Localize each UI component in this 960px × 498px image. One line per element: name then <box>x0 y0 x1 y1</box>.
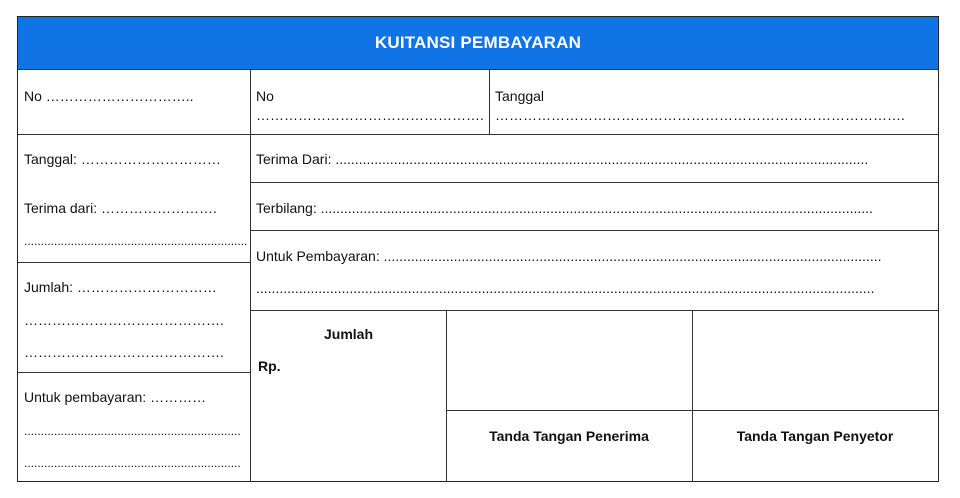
stub-untuk-pembayaran-line[interactable]: ................................................................. <box>24 456 241 470</box>
main-tanggal-label: Tanggal <box>495 88 545 104</box>
stub-tanggal-field[interactable]: Tanggal: ………………………… <box>24 151 221 167</box>
receipt-form <box>17 16 939 482</box>
divider <box>250 182 938 183</box>
receipt-title: KUITANSI PEMBAYARAN <box>18 17 938 69</box>
main-no-field[interactable]: …………………………………………. <box>256 107 484 123</box>
main-untuk-pembayaran-line[interactable]: ............................................................................................................................................................... <box>256 280 875 296</box>
ttd-penerima-label: Tanda Tangan Penerima <box>489 428 649 444</box>
divider <box>18 262 250 263</box>
stub-no-field[interactable]: No ………………………….. <box>24 88 194 104</box>
stub-untuk-pembayaran-line[interactable]: ................................................................. <box>24 424 241 438</box>
stub-jumlah-field[interactable]: Jumlah: ………………………… <box>24 279 217 295</box>
divider <box>250 310 938 311</box>
stub-untuk-pembayaran-field[interactable]: Untuk pembayaran: ………… <box>24 389 207 405</box>
divider <box>446 310 447 481</box>
main-terima-dari-field[interactable]: Terima Dari: ......................................................................................................................................... <box>256 151 869 167</box>
divider <box>692 310 693 481</box>
main-untuk-pembayaran-field[interactable]: Untuk Pembayaran: ................................................................................................................................ <box>256 248 882 264</box>
stub-terima-dari-field[interactable]: Terima dari: ……………………. <box>24 200 217 216</box>
ttd-penyetor-label: Tanda Tangan Penyetor <box>736 428 894 444</box>
stub-separator <box>250 69 251 481</box>
divider <box>250 230 938 231</box>
divider <box>18 372 250 373</box>
main-terbilang-field[interactable]: Terbilang: .............................................................................................................................................. <box>256 200 873 216</box>
divider <box>18 134 938 135</box>
divider <box>18 69 938 70</box>
main-tanggal-field[interactable]: ……………………………………………………………………………. <box>495 107 905 123</box>
stub-jumlah-line[interactable]: ……………………………………. <box>24 344 224 360</box>
divider <box>489 69 490 134</box>
stub-jumlah-line[interactable]: ……………………………………. <box>24 312 224 328</box>
main-no-label: No <box>256 88 274 104</box>
rp-label: Rp. <box>258 358 281 374</box>
stub-terima-dari-line[interactable]: ................................................................... <box>24 234 248 248</box>
jumlah-label: Jumlah <box>324 326 374 342</box>
